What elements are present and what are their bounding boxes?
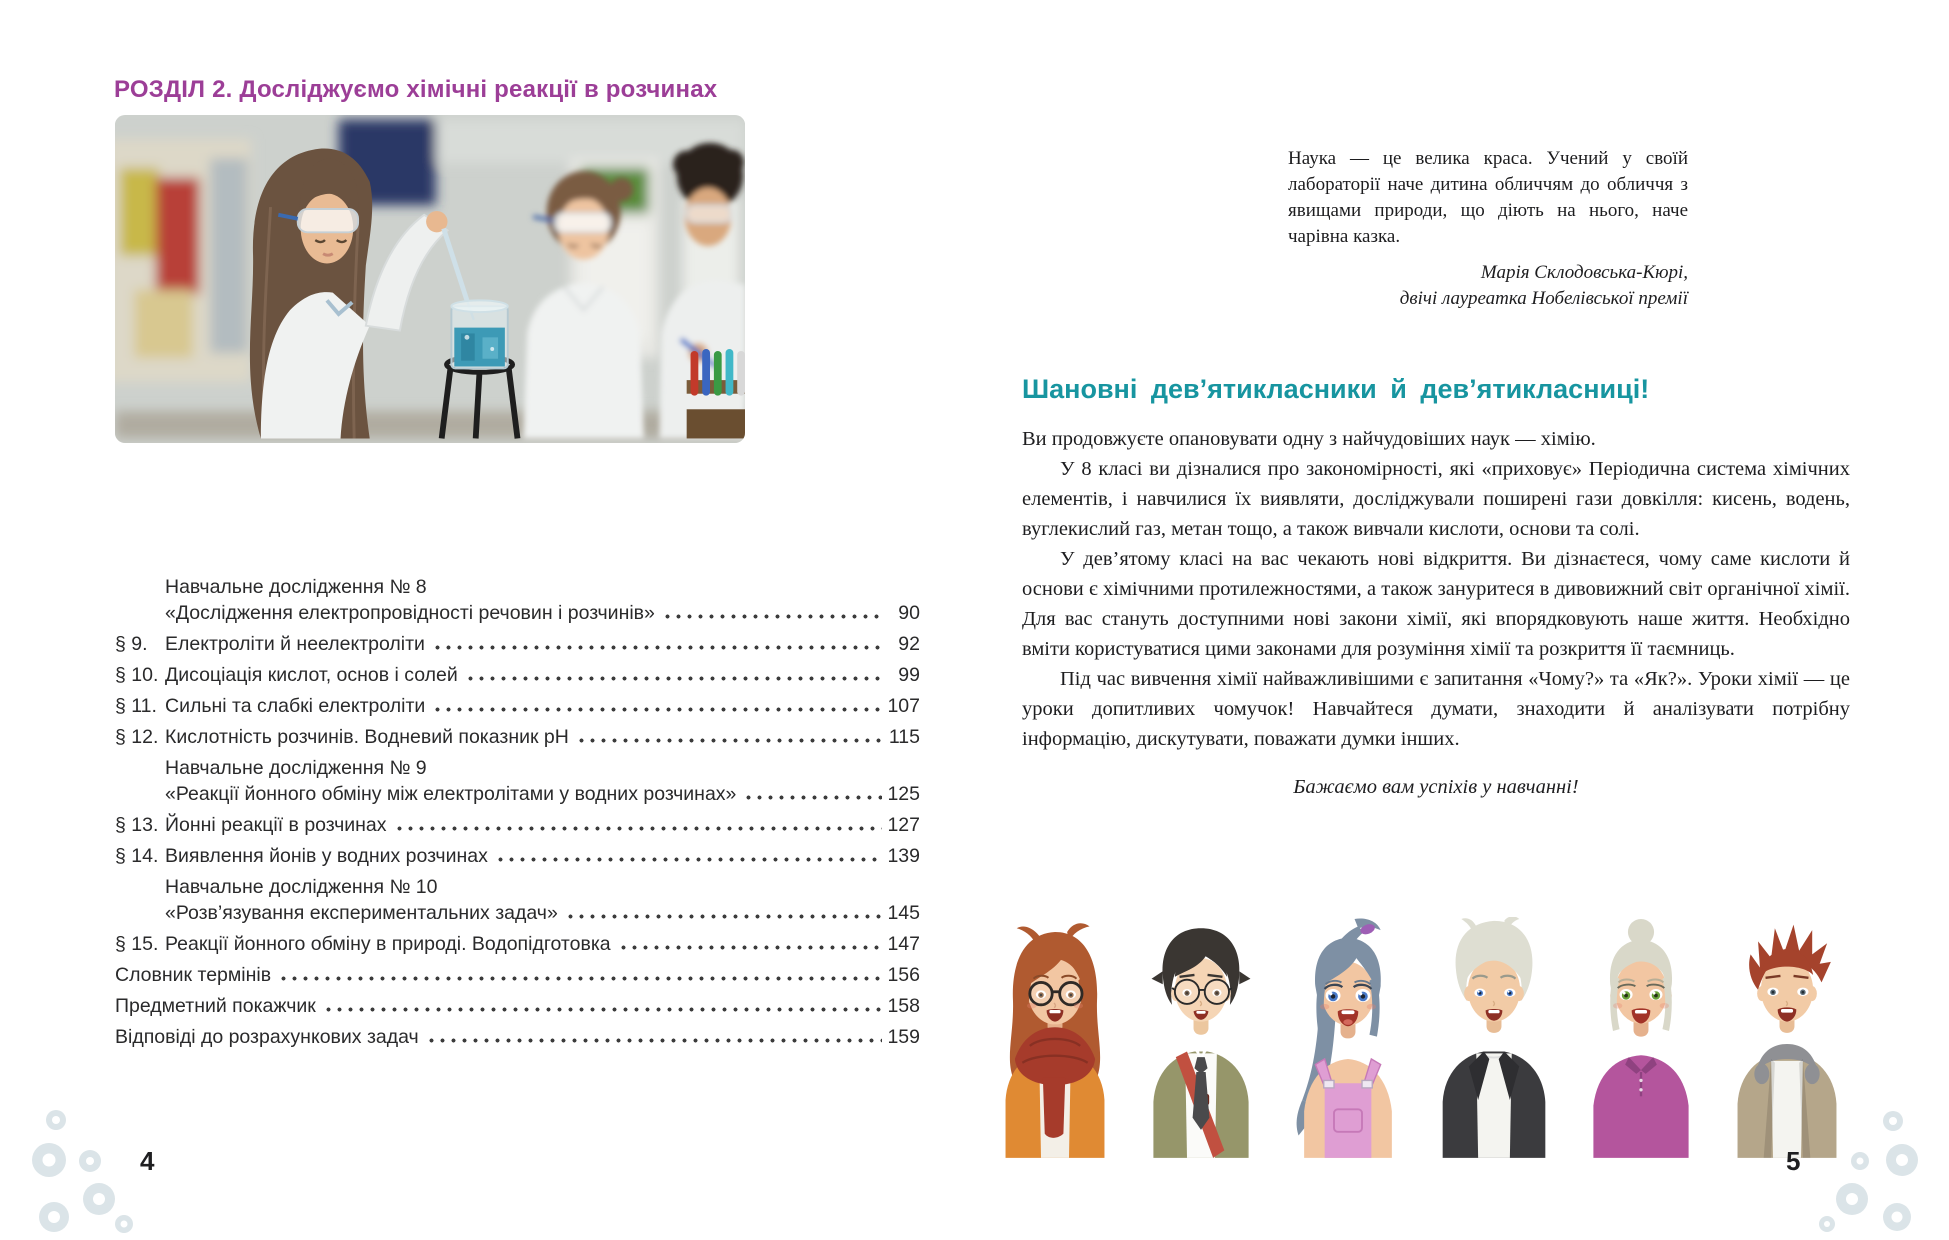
toc-entry-label: Сильні та слабкі електроліти — [165, 695, 426, 717]
toc-entry — [115, 843, 920, 869]
paragraph: У дев’ятому класі на вас чекають нові відкриття. Ви дізнаєтеся, чому саме кислоти й основи є хімічними протилежностями, а також зануритеся в дивовижний світ органічної хімії. Для вас стануть доступними нові закони хімії, які впорядковують наше життя. Необхідно вміти користуватися цими законами для розуміння хімії та розкриття її таємниць. — [1022, 548, 1850, 660]
quote-author-title: двічі лауреатка Нобелівської премії — [1399, 288, 1688, 309]
decorative-bubbles-right — [1740, 1080, 1949, 1240]
toc-entry-prefix: § 14. — [115, 845, 159, 867]
toc-entry-prefix: § 10. — [115, 664, 159, 686]
paragraph: Під час вивчення хімії найважливішими є запитання «Чому?» та «Як?». Уроки хімії — це уроки допитливих чомучок! Навчайтеся думати, знаходити й аналізувати потрібну інформацію, дискутувати, поважати думки інших. — [1022, 668, 1850, 750]
paragraph: У 8 класі ви дізналися про закономірності, які «приховує» Періодична система хімічних елементів, і навчилися їх виявляти, досліджували поширені гази довкілля: кисень, водень, вуглекислий газ, метан тощо, а також вивчали кислоти, основи та солі. — [1022, 458, 1850, 540]
toc-entry — [115, 993, 920, 1019]
character-girl-white-bun-magenta-polo — [1571, 917, 1711, 1158]
toc-entry-prefix: § 9. — [115, 633, 148, 655]
toc-entry-page-number: 158 — [887, 995, 920, 1017]
toc-entry-label: «Дослідження електропровідності речовин і розчинів» — [165, 602, 655, 624]
introduction-text — [1022, 424, 1850, 802]
toc-entry-page-number: 147 — [887, 933, 920, 955]
dot-leader — [323, 993, 882, 1019]
toc-entry-page-number: 159 — [887, 1026, 920, 1048]
toc-entry — [115, 574, 920, 626]
dot-leader — [432, 631, 882, 657]
toc-entry-label: Словник термінів — [115, 964, 272, 986]
toc-entry — [115, 931, 920, 957]
toc-entry-prefix: § 12. — [115, 726, 159, 748]
toc-entry-page-number: 127 — [887, 814, 920, 836]
paragraph: Ви продовжуєте опановувати одну з найчудовіших наук — хімію. — [1022, 428, 1596, 450]
dot-leader — [426, 1024, 882, 1050]
toc-entry-label: Реакції йонного обміну в природі. Водопідготовка — [165, 933, 611, 955]
dot-leader — [576, 724, 882, 750]
dot-leader — [565, 900, 882, 926]
decorative-bubbles-left — [0, 1080, 200, 1240]
dot-leader — [394, 812, 882, 838]
character-boy-black-hair-glasses-tie — [1131, 917, 1271, 1158]
character-boy-white-hair-black-jacket — [1424, 917, 1564, 1158]
dot-leader — [278, 962, 882, 988]
toc-entry-label: Предметний покажчик — [115, 995, 316, 1017]
toc-entry — [115, 631, 920, 657]
toc-entry — [115, 874, 920, 926]
toc-entry-prefix: § 11. — [115, 695, 157, 717]
toc-entry-label: «Реакції йонного обміну між електролітами у водних розчинах» — [165, 783, 737, 805]
toc-entry-label: Йонні реакції в розчинах — [165, 814, 387, 836]
toc-entry-page-number: 115 — [888, 726, 920, 748]
toc-entry-prefix: § 13. — [115, 814, 159, 836]
toc-entry-page-number: 156 — [887, 964, 920, 986]
toc-entry-page-number: 125 — [887, 783, 920, 805]
toc-entry — [115, 812, 920, 838]
toc-entry — [115, 1024, 920, 1050]
toc-entry-page-number: 92 — [898, 633, 920, 655]
toc-entry-label: Кислотність розчинів. Водневий показник pH — [165, 726, 569, 748]
toc-entry-label: Дисоціація кислот, основ і солей — [165, 664, 458, 686]
lab-photo — [115, 115, 745, 443]
dot-leader — [743, 781, 882, 807]
toc-entry — [115, 724, 920, 750]
toc-entry-page-number: 107 — [887, 695, 920, 717]
chapter-heading: РОЗДІЛ 2. Досліджуємо хімічні реакції в розчинах — [114, 76, 718, 104]
dot-leader — [432, 693, 882, 719]
character-girl-blue-ponytail-pink-dress — [1278, 917, 1418, 1158]
closing-wish: Бажаємо вам успіхів у навчанні! — [1293, 776, 1579, 798]
dot-leader — [662, 600, 882, 626]
toc-entry-title: Навчальне дослідження № 9 — [165, 757, 427, 779]
dot-leader — [465, 662, 882, 688]
epigraph-quote — [1288, 146, 1688, 312]
character-girl-auburn-hair-glasses-scarf — [985, 917, 1125, 1158]
page-number-right: 5 — [1786, 1146, 1801, 1176]
toc-entry-label: «Розв’язування експериментальних задач» — [165, 902, 558, 924]
page-number-left: 4 — [140, 1146, 155, 1176]
toc-entry-page-number: 99 — [898, 664, 920, 686]
toc-entry — [115, 693, 920, 719]
quote-author: Марія Склодовська-Кюрі, — [1480, 262, 1688, 283]
toc-entry — [115, 962, 920, 988]
dot-leader — [618, 931, 882, 957]
toc-entry — [115, 662, 920, 688]
toc-entry-title: Навчальне дослідження № 8 — [165, 576, 427, 598]
table-of-contents — [115, 574, 920, 1055]
toc-entry-page-number: 145 — [887, 902, 920, 924]
cartoon-students-row — [985, 908, 1857, 1158]
lab-photo-illustration — [115, 115, 745, 443]
dot-leader — [495, 843, 882, 869]
toc-entry-title: Навчальне дослідження № 10 — [165, 876, 438, 898]
toc-entry-prefix: § 15. — [115, 933, 159, 955]
greeting-heading: Шановні дев’ятикласники й дев’ятикласниці! — [1022, 374, 1650, 405]
toc-entry — [115, 755, 920, 807]
toc-entry-label: Виявлення йонів у водних розчинах — [165, 845, 488, 867]
quote-text: Наука — це велика краса. Учений у своїй лабораторії наче дитина обличчям до обличчя з явищами природи, що діють на нього, наче чарівна казка. — [1288, 148, 1688, 247]
toc-entry-label: Відповіді до розрахункових задач — [115, 1026, 419, 1048]
toc-entry-label: Електроліти й неелектроліти — [165, 633, 425, 655]
toc-entry-page-number: 90 — [898, 602, 920, 624]
toc-entry-page-number: 139 — [887, 845, 920, 867]
